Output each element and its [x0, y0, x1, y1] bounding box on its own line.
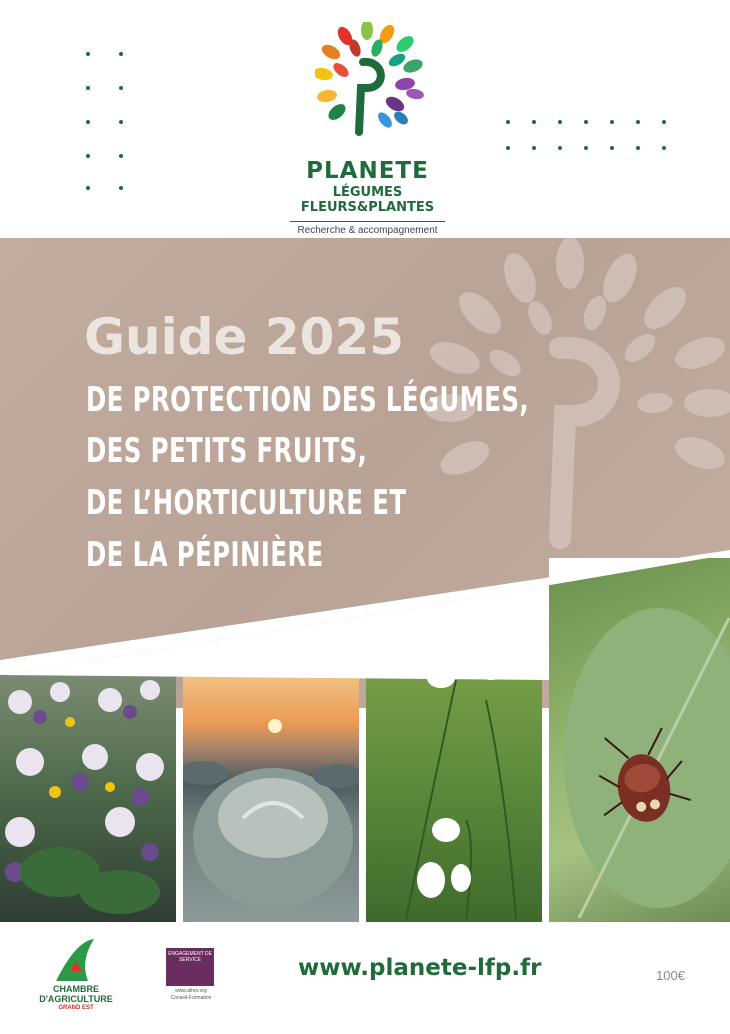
website-url[interactable]: www.planete-lfp.fr	[298, 955, 542, 981]
engagement-service-badge: ENGAGEMENT DE SERVICE	[166, 948, 214, 986]
subtitle-line-2: DES PETITS FRUITS,	[86, 431, 368, 471]
white-wave-divider	[0, 540, 730, 680]
planete-logo	[285, 22, 450, 236]
photo-white-flowers	[366, 640, 542, 922]
price-label: 100€	[656, 968, 685, 983]
engagement-service-logo	[166, 948, 216, 1010]
guide-title: Guide 2025	[84, 308, 405, 366]
chambre-line-3: GRAND EST	[58, 1005, 94, 1011]
logo-brand: PLANETE	[306, 158, 429, 184]
chambre-agriculture-emblem-icon	[36, 935, 116, 983]
engagement-site: www.afnor.org	[175, 988, 207, 994]
chambre-agriculture-logo	[36, 935, 116, 1020]
logo-legumes: LÉGUMES	[332, 185, 403, 200]
logo-divider	[290, 221, 445, 222]
white-flowers-photo-icon	[366, 640, 542, 922]
subtitle-line-1: DE PROTECTION DES LÉGUMES,	[86, 380, 530, 420]
chambre-line-2: D'AGRICULTURE	[39, 994, 113, 1004]
photo-cabbage	[183, 668, 359, 922]
engagement-sub: Conseil-Formation	[170, 995, 212, 1001]
photo-pansies	[0, 672, 176, 922]
chambre-line-1: CHAMBRE	[53, 984, 99, 994]
cabbage-photo-icon	[183, 668, 359, 922]
tree-leaf-logo-icon	[315, 22, 425, 137]
logo-tagline: Recherche & accompagnement	[297, 225, 438, 236]
subtitle-line-4: DE LA PÉPINIÈRE	[86, 535, 324, 575]
pansies-photo-icon	[0, 672, 176, 922]
dot-grid-right	[506, 120, 676, 150]
logo-fleurs-plantes: FLEURS&PLANTES	[300, 200, 435, 215]
dot-grid-left	[86, 52, 126, 192]
subtitle-line-3: DE L’HORTICULTURE ET	[86, 483, 407, 523]
